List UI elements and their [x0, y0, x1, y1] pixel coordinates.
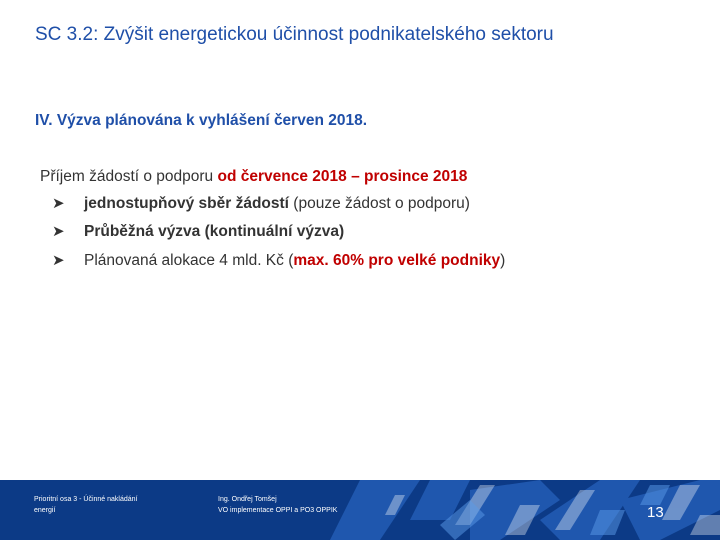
bullet-item-2 [52, 220, 344, 244]
intro-period: července 2018 – prosince 2018 [240, 168, 468, 185]
bullet-3-end: ) [500, 252, 506, 269]
arrow-right-icon: ➤ [52, 195, 65, 212]
arrow-right-icon: ➤ [52, 223, 65, 240]
arrow-right-icon: ➤ [52, 252, 65, 269]
bullet-item-3 [52, 249, 505, 273]
content-block [40, 165, 506, 269]
intro-text: Příjem žádostí o podporu [40, 168, 218, 185]
bullet-2-bold: Průběžná výzva (kontinuální výzva) [84, 223, 345, 240]
footer-mid-line1: Ing. Ondřej Tomšej [218, 496, 277, 503]
slide-subtitle: IV. Výzva plánována k vyhlášení červen 2018. [35, 112, 368, 129]
footer-left-text [34, 494, 138, 516]
footer-mid-line2: VO implementace OPPI a PO3 OPPIK [218, 507, 338, 514]
footer-left-line2: energií [34, 507, 56, 514]
bullet-1-bold: jednostupňový sběr žádostí [84, 195, 289, 212]
bullet-1-rest: (pouze žádost o podporu) [288, 195, 470, 212]
bullet-3-red: max. 60% pro velké podniky [293, 252, 501, 269]
intro-line [40, 165, 467, 189]
footer-mid-text [218, 494, 337, 516]
bullet-3-plain: Plánovaná alokace 4 mld. Kč ( [84, 252, 294, 269]
footer-left-line1: Prioritní osa 3 - Účinné nakládání [34, 496, 138, 503]
bullet-item-1 [52, 192, 470, 216]
footer-bar [0, 480, 720, 540]
intro-from: od [217, 168, 241, 185]
page-number: 13 [647, 504, 664, 521]
slide-title: SC 3.2: Zvýšit energetickou účinnost podnikatelského sektoru [35, 24, 554, 45]
